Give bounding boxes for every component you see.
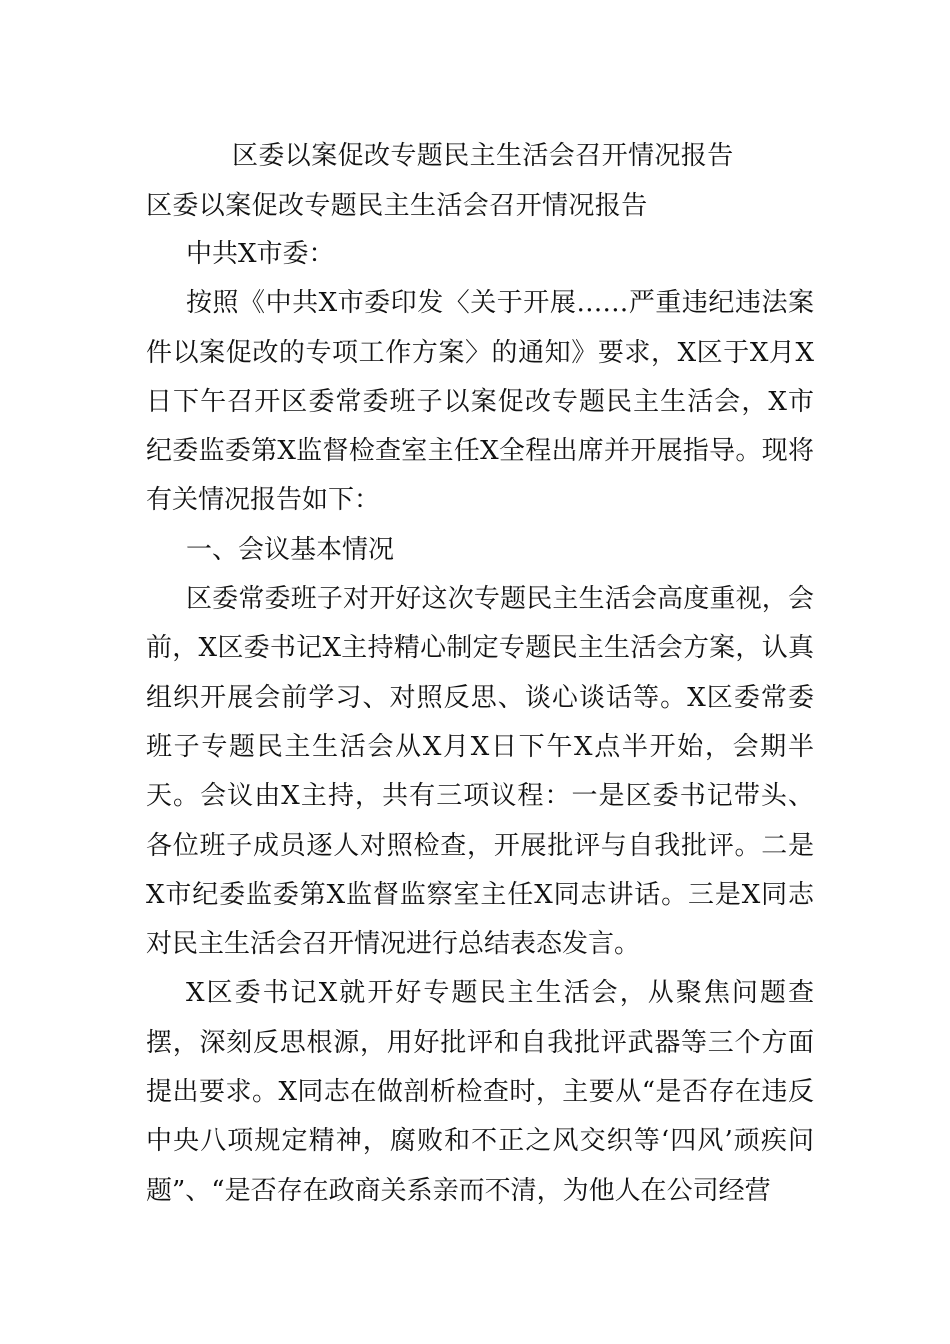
document-body — [146, 230, 814, 1216]
section-heading: 一、会议基本情况 — [186, 534, 395, 565]
salutation: 中共X市委： — [186, 239, 335, 269]
document-subtitle: 区委以案促改专题民主生活会召开情况报告 — [146, 191, 648, 221]
paragraph-intro: 按照《中共X市委印发〈关于开展……严重违纪违法案件以案促改的专项工作方案〉的通知》要求，X区于X月X日下午召开区委常委班子以案促改专题民主生活会，X市纪委监委第X监督检查室主任X全程出席并开展指导。现将有关情况报告如下： — [146, 288, 814, 516]
document-title: 区委以案促改专题民主生活会召开情况报告 — [232, 141, 734, 171]
paragraph-basic-info: 区委常委班子对开好这次专题民主生活会高度重视，会前，X区委书记X主持精心制定专题民主生活会方案，认真组织开展会前学习、对照反思、谈心谈话等。X区委常委班子专题民主生活会从X月X日下午X点半开始，会期半天。会议由X主持，共有三项议程：一是区委书记带头、各位班子成员逐人对照检查，开展批评与自我批评。二是X市纪委监委第X监督监察室主任X同志讲话。三是X同志对民主生活会召开情况进行总结表态发言。 — [146, 584, 814, 960]
paragraph-requirements: X区委书记X就开好专题民主生活会，从聚焦问题查摆，深刻反思根源，用好批评和自我批评武器等三个方面提出要求。X同志在做剖析检查时，主要从“是否存在违反中央八项规定精神，腐败和不正之风交织等‘四风’顽疾问题”、“是否存在政商关系亲而不清，为他人在公司经营 — [146, 978, 814, 1206]
